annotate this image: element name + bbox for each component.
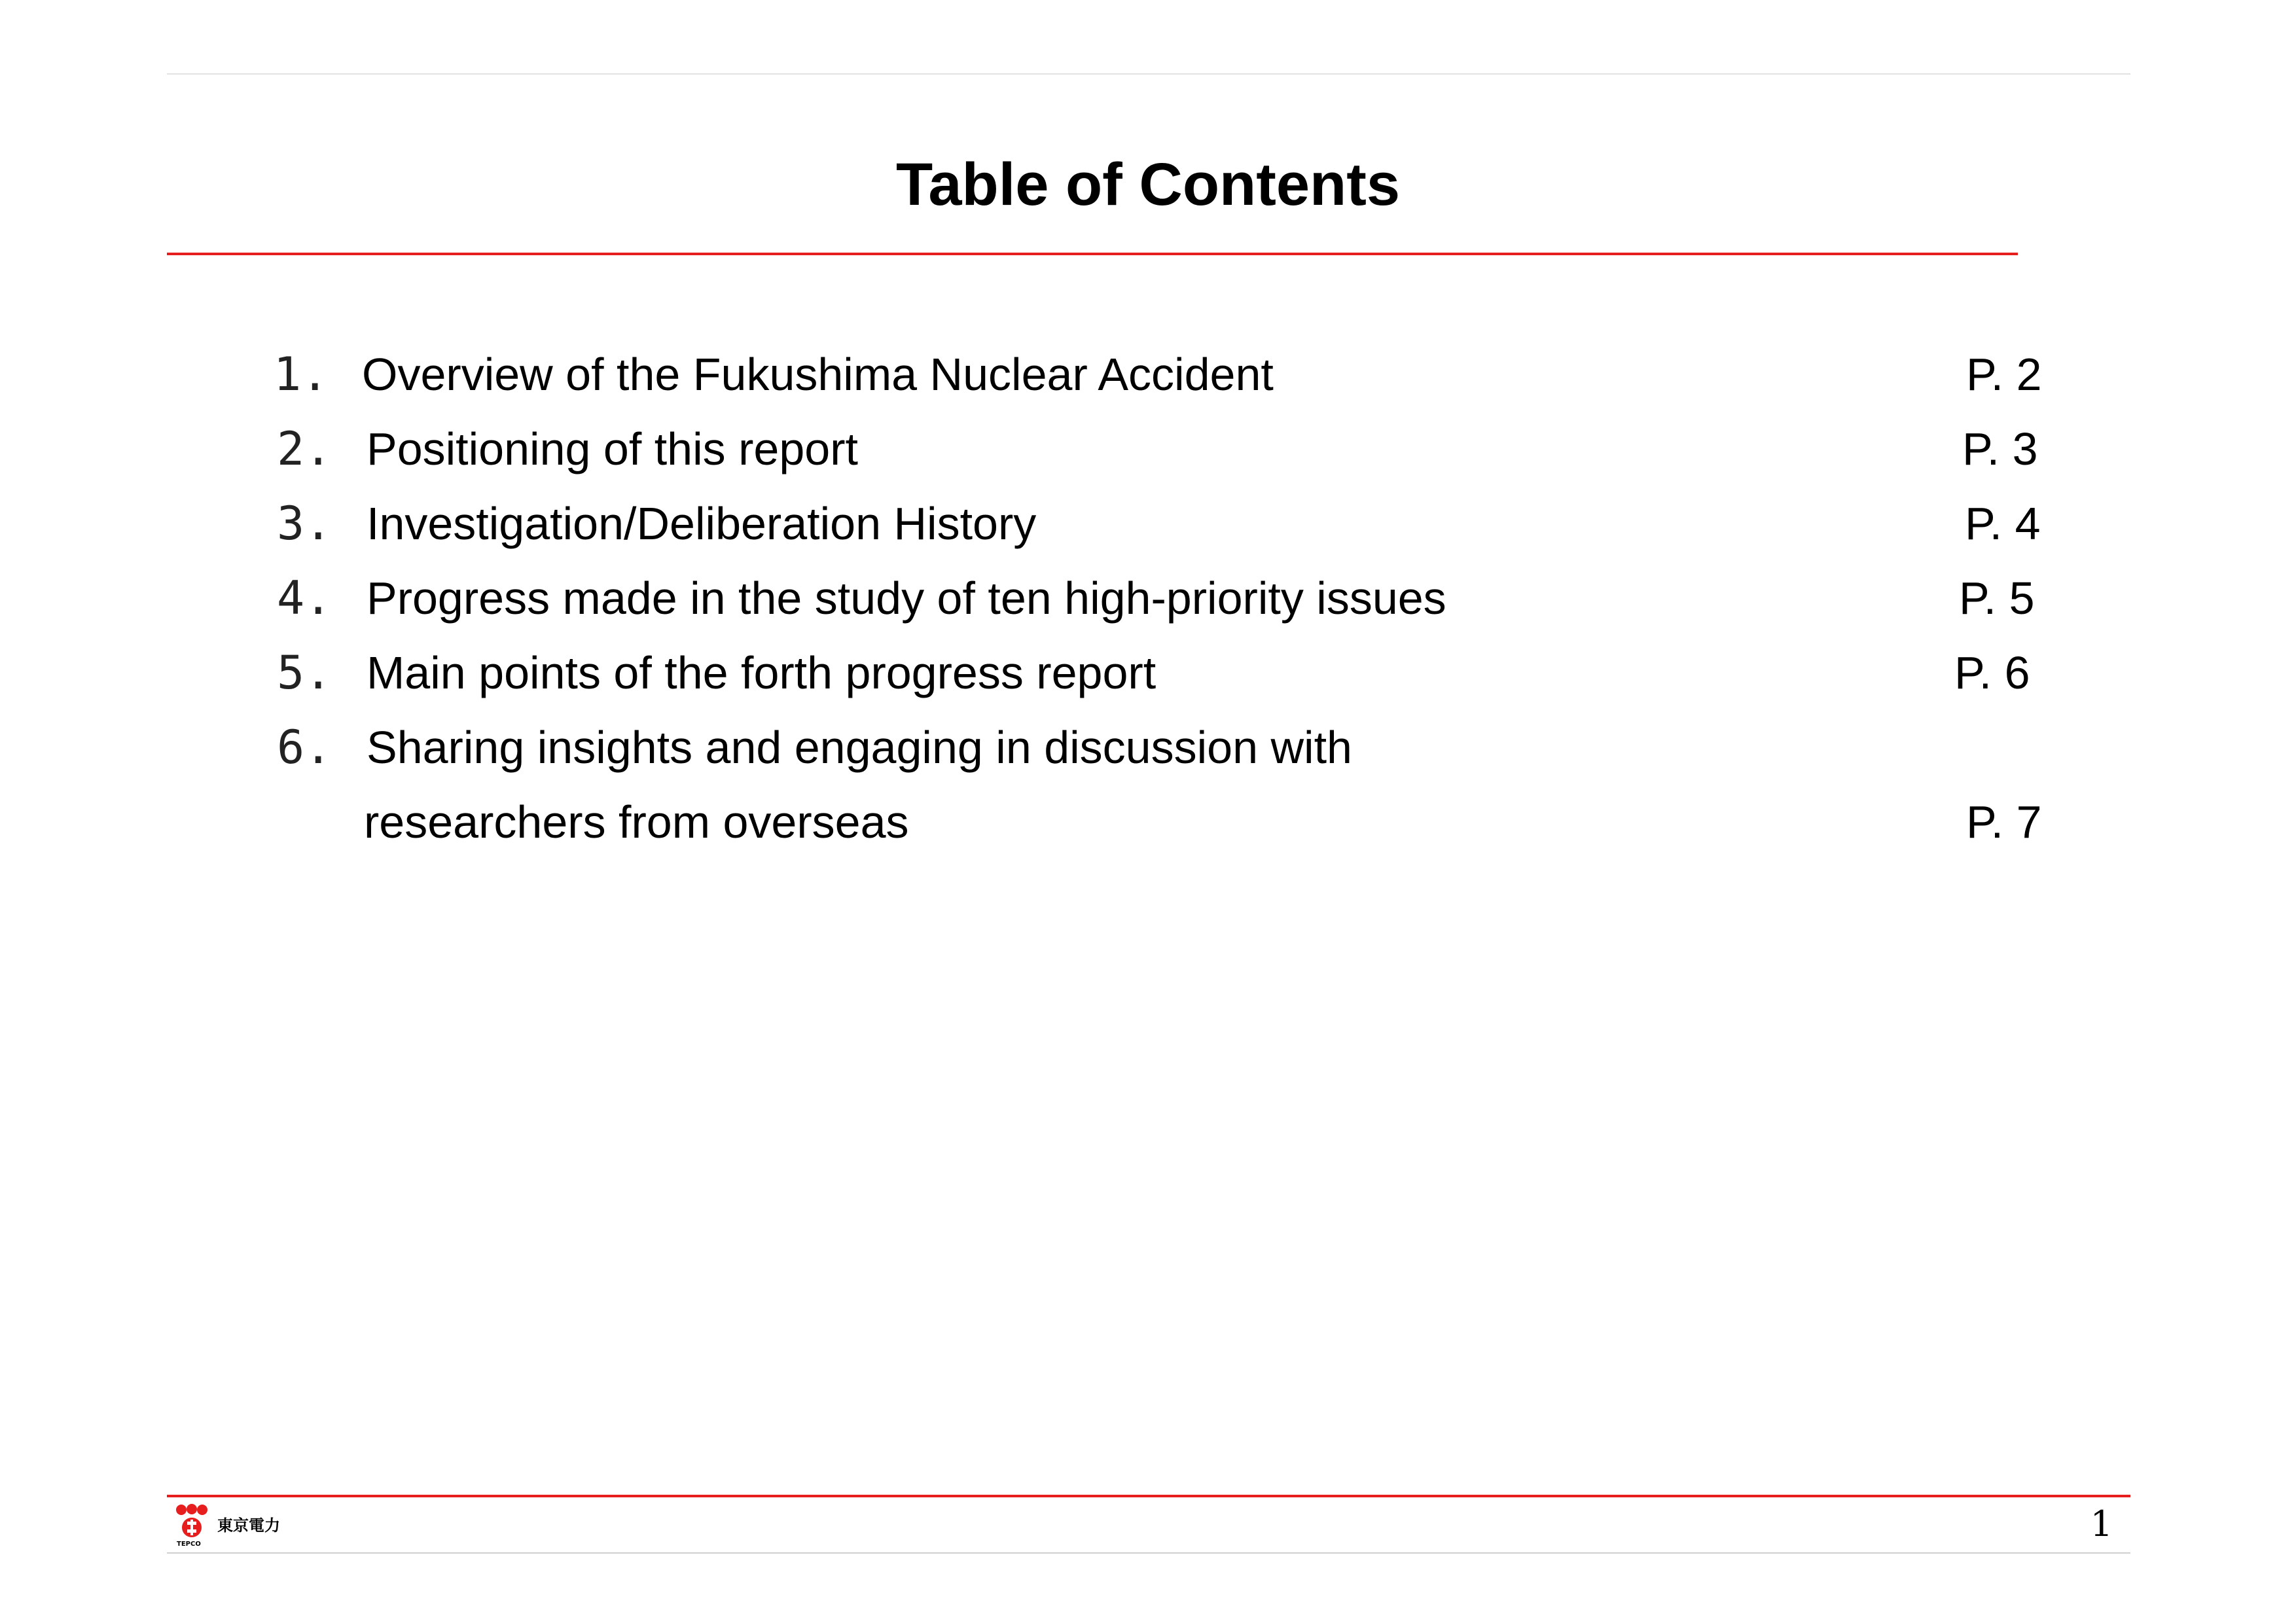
toc-entry-title: Overview of the Fukushima Nuclear Accident — [362, 349, 1274, 400]
toc-entry-number: 4. — [277, 571, 332, 625]
toc-entry-title: Investigation/Deliberation History — [367, 498, 1037, 549]
toc-entry — [0, 640, 2296, 705]
logo-wordmark: 東京電力 — [217, 1516, 280, 1535]
page-number: 1 — [2090, 1503, 2113, 1544]
toc-entry — [0, 565, 2296, 631]
toc-entry-number: 1. — [274, 348, 329, 401]
tepco-logo-icon — [175, 1504, 215, 1542]
toc-entry-number: 3. — [277, 497, 332, 550]
logo-subtext: TEPCO — [177, 1541, 201, 1548]
toc-entry-page: P. 5 — [1959, 573, 2035, 624]
toc-entry-title: Sharing insights and engaging in discussion with — [367, 722, 1352, 773]
toc-entry-title: Positioning of this report — [367, 423, 858, 474]
toc-entry-continuation — [0, 789, 2296, 855]
toc-entry — [0, 416, 2296, 482]
toc-entry-page: P. 6 — [1954, 647, 2030, 698]
toc-entry-page: P. 2 — [1966, 349, 2042, 400]
toc-entry-number: 5. — [277, 646, 332, 700]
toc-entry-title: researchers from overseas — [364, 796, 909, 847]
toc-entry — [0, 491, 2296, 556]
toc-entry-number: 6. — [277, 721, 332, 774]
page-title: Table of Contents — [895, 151, 1401, 218]
toc-entry-page: P. 7 — [1966, 796, 2042, 847]
toc-entry-number: 2. — [277, 422, 332, 476]
tepco-logo — [175, 1504, 306, 1551]
toc-entry-title: Main points of the forth progress report — [367, 647, 1157, 698]
toc-entry-title: Progress made in the study of ten high-priority issues — [367, 573, 1446, 624]
footer-gray-rule — [167, 1552, 2130, 1554]
toc-entry-page: P. 4 — [1965, 498, 2041, 549]
toc-entry — [0, 342, 2296, 407]
footer-red-rule — [167, 1495, 2130, 1497]
toc-entry-page: P. 3 — [1962, 423, 2038, 474]
toc-entry — [0, 715, 2296, 780]
